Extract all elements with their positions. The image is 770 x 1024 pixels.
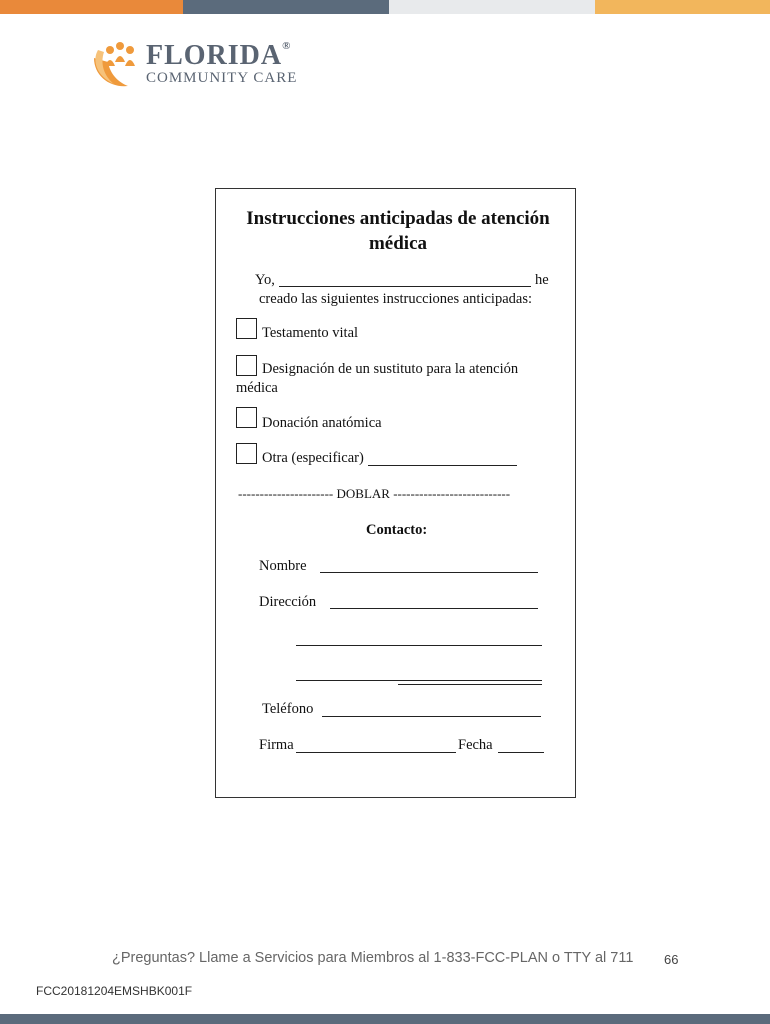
option-anatomical-donation-label: Donación anatómica	[262, 415, 382, 431]
card-title: Instrucciones anticipadas de atención médica	[246, 208, 550, 254]
yo-label: Yo,	[255, 272, 275, 288]
florida-community-care-logo	[88, 36, 298, 96]
registered-mark: ®	[282, 40, 292, 52]
direccion-line[interactable]	[330, 608, 538, 609]
logo-brand-line2: COMMUNITY CARE	[146, 70, 298, 86]
questions-footer: ¿Preguntas? Llame a Servicios para Miembros al 1-833-FCC-PLAN o TTY al 711	[112, 950, 634, 966]
fecha-line[interactable]	[498, 752, 544, 753]
top-bar-light-segment	[389, 0, 595, 14]
direccion-line-3b	[398, 684, 542, 685]
checkbox-health-surrogate[interactable]	[236, 355, 257, 376]
logo-brand-line1: FLORIDA®	[146, 40, 292, 71]
fecha-label: Fecha	[458, 737, 493, 753]
bottom-color-bar	[0, 1014, 770, 1024]
intro-line: creado las siguientes instrucciones anticipadas:	[259, 291, 532, 307]
firma-label: Firma	[259, 737, 294, 753]
page-number: 66	[664, 952, 679, 967]
checkbox-living-will[interactable]	[236, 318, 257, 339]
direccion-line-3[interactable]	[296, 680, 542, 681]
nombre-line[interactable]	[320, 572, 538, 573]
option-other-label: Otra (especificar)	[262, 450, 364, 466]
option-living-will-label: Testamento vital	[262, 325, 359, 341]
contact-heading: Contacto:	[366, 522, 428, 538]
other-specify-line[interactable]	[368, 465, 517, 466]
nombre-label: Nombre	[259, 558, 307, 574]
checkbox-other[interactable]	[236, 443, 257, 464]
document-code: FCC20181204EMSHBK001F	[36, 984, 193, 998]
logo-emblem-icon	[88, 36, 144, 92]
name-blank-line[interactable]	[279, 286, 531, 287]
fold-line: ---------------------- DOBLAR ---------------------------	[238, 486, 511, 501]
option-health-surrogate-label-cont: médica	[236, 380, 278, 396]
telefono-line[interactable]	[322, 716, 541, 717]
direccion-line-2[interactable]	[296, 645, 542, 646]
checkbox-anatomical-donation[interactable]	[236, 407, 257, 428]
top-bar-orange-segment	[0, 0, 183, 14]
direccion-label: Dirección	[259, 594, 317, 610]
telefono-label: Teléfono	[262, 701, 314, 717]
top-bar-slate-segment	[183, 0, 389, 14]
firma-line[interactable]	[296, 752, 456, 753]
top-bar-gold-segment	[595, 0, 770, 14]
top-color-bar	[0, 0, 770, 14]
yo-suffix: he	[535, 272, 549, 288]
option-health-surrogate-label: Designación de un sustituto para la atención	[262, 361, 519, 377]
